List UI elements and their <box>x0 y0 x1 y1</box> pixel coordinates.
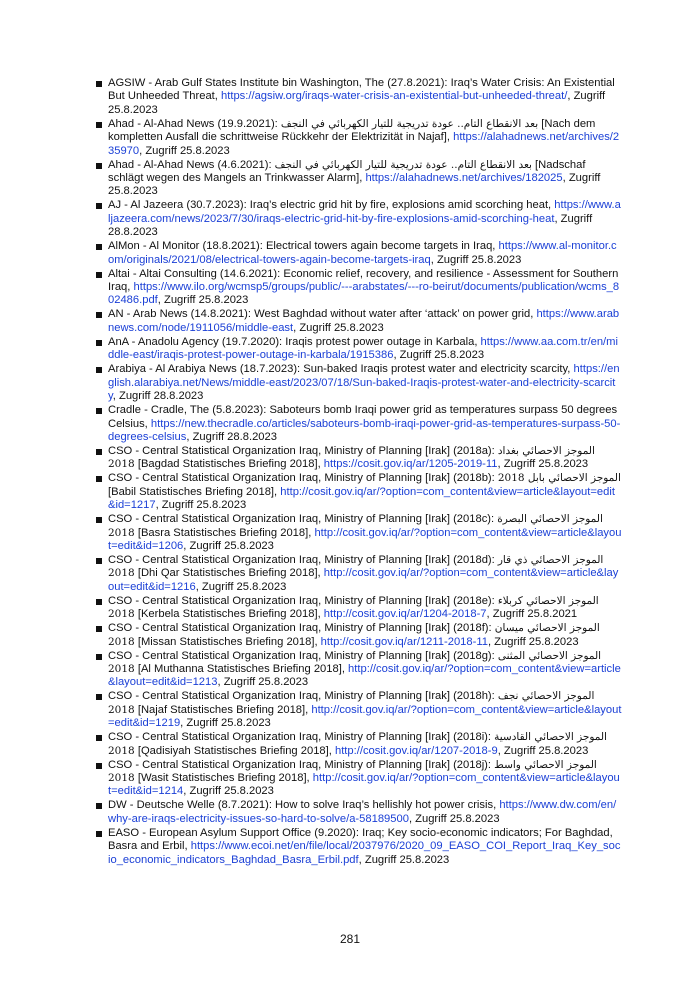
reference-text: Ahad - Al-Ahad News (19.9.2021): <box>108 117 281 130</box>
reference-text: Arabiya - Al Arabiya News (18.7.2023): Sun-baked Iraqis protest water and electricity scarcity, <box>108 363 574 376</box>
bullet-square-icon <box>96 654 102 660</box>
bullet-square-icon <box>96 122 102 128</box>
reference-entry <box>96 268 622 308</box>
bullet-square-icon <box>96 81 102 87</box>
reference-entry <box>96 650 622 690</box>
reference-entry <box>96 827 622 867</box>
bullet-square-icon <box>96 626 102 632</box>
reference-text: CSO - Central Statistical Organization Iraq, Ministry of Planning [Irak] (2018c): <box>108 513 498 526</box>
reference-entry <box>96 799 622 826</box>
reference-translation: [Wasit Statistisches Briefing 2018], <box>134 772 313 784</box>
reference-text: AJ - Al Jazeera (30.7.2023): Iraq’s electric grid hit by fire, explosions amid scorching heat, <box>108 199 555 212</box>
arabic-title: الموجز الاحصائي المثنى 2018 <box>108 649 602 675</box>
bullet-square-icon <box>96 340 102 346</box>
arabic-title: الموجز الاحصائي واسط 2018 <box>108 758 597 784</box>
reference-text: AGSIW - Arab Gulf States Institute bin Washington, The (27.8.2021): Iraq’s Water Crisis: An Existential But Unheeded Threat, <box>108 77 615 103</box>
reference-link[interactable]: http://cosit.gov.iq/ar/1204-2018-7 <box>323 608 487 621</box>
reference-translation: [Missan Statistisches Briefing 2018], <box>134 635 321 648</box>
arabic-title: الموجز الاحصائي بغداد 2018 <box>108 444 595 471</box>
arabic-title: الموجز الاحصائي ذي قار 2018 <box>108 553 604 580</box>
access-date: , Zugriff 25.8.2023 <box>217 676 309 689</box>
reference-link[interactable]: http://cosit.gov.iq/ar/?option=com_content&view=article&layout=edit&id=1206 <box>108 526 622 552</box>
access-date: , Zugriff 25.8.2023 <box>183 539 274 552</box>
reference-translation: [Dhi Qar Statistisches Briefing 2018], <box>134 567 324 580</box>
reference-text: Ahad - Al-Ahad News (4.6.2021): <box>108 158 275 171</box>
access-date: , Zugriff 25.8.2023 <box>139 144 230 157</box>
reference-link[interactable]: http://cosit.gov.iq/ar/?option=com_content&view=article&layout=edit&id=1214 <box>108 772 620 798</box>
access-date: , Zugriff 25.8.2023 <box>497 458 589 471</box>
reference-link[interactable]: http://cosit.gov.iq/ar/1207-2018-9 <box>334 744 498 757</box>
bullet-square-icon <box>96 449 102 455</box>
reference-entry <box>96 363 622 403</box>
access-date: , Zugriff 25.8.2023 <box>408 812 500 825</box>
reference-entry <box>96 159 622 199</box>
reference-link[interactable]: http://cosit.gov.iq/ar/?option=com_content&view=article&layout=edit&id=1217 <box>108 485 615 512</box>
access-date: , Zugriff 25.8.2023 <box>108 90 606 116</box>
access-date: , Zugriff 28.8.2023 <box>112 390 204 403</box>
reference-entry <box>96 336 622 363</box>
reference-link[interactable]: https://www.dw.com/en/why-are-iraqs-electricity-issues-so-hard-to-solve/a-58189500 <box>108 799 617 825</box>
reference-text: EASO - European Asylum Support Office (9.2020): Iraq; Key socio-economic indicators; For Baghdad, Basra and Erbil, <box>108 826 613 853</box>
bullet-square-icon <box>96 831 102 837</box>
reference-link[interactable]: https://www.aa.com.tr/en/middle-east/iraqis-protest-power-outage-in-karbala/1915386 <box>108 335 618 362</box>
reference-translation: [Basra Statistisches Briefing 2018], <box>134 526 315 539</box>
bullet-square-icon <box>96 803 102 809</box>
reference-text: CSO - Central Statistical Organization Iraq, Ministry of Planning [Irak] (2018e): <box>108 594 498 607</box>
bullet-square-icon <box>96 367 102 373</box>
reference-text: AN - Arab News (14.8.2021): West Baghdad without water after ‘attack’ on power grid, <box>108 308 537 321</box>
reference-text: CSO - Central Statistical Organization Iraq, Ministry of Planning [Irak] (2018d): <box>108 553 498 566</box>
reference-entry <box>96 513 622 553</box>
arabic-title: الموجز الاحصائي القادسية 2018 <box>108 731 607 757</box>
access-date: , Zugriff 25.8.2023 <box>497 744 589 757</box>
reference-text: CSO - Central Statistical Organization Iraq, Ministry of Planning [Irak] (2018g): <box>108 649 498 662</box>
reference-entry <box>96 595 622 622</box>
reference-link[interactable]: https://agsiw.org/iraqs-water-crisis-an-existential-but-unheeded-threat/ <box>221 90 568 103</box>
bullet-square-icon <box>96 558 102 564</box>
access-date: , Zugriff 25.8.2023 <box>180 717 271 730</box>
arabic-title: الموجز الاحصائي بابل 2018 <box>497 472 621 485</box>
access-date: , Zugriff 25.8.2023 <box>293 321 384 334</box>
reference-entry <box>96 199 622 239</box>
reference-translation: [Babil Statistisches Briefing 2018], <box>108 485 281 498</box>
bullet-square-icon <box>96 408 102 414</box>
reference-entry <box>96 308 622 335</box>
access-date: , Zugriff 25.8.2023 <box>430 253 522 266</box>
bullet-square-icon <box>96 694 102 700</box>
reference-link[interactable]: http://cosit.gov.iq/ar/1211-2018-11 <box>320 635 488 648</box>
bullet-square-icon <box>96 735 102 741</box>
reference-link[interactable]: https://new.thecradle.co/articles/saboteurs-bomb-iraqi-power-grid-as-temperatures-surpass-50-degrees-celsius <box>108 417 621 443</box>
reference-link[interactable]: https://www.aljazeera.com/news/2023/7/30/iraqs-electric-grid-hit-by-fire-explosions-amid-scorching-heat <box>108 199 621 225</box>
reference-translation: [Kerbela Statistisches Briefing 2018], <box>134 608 324 621</box>
reference-text: CSO - Central Statistical Organization Iraq, Ministry of Planning [Irak] (2018h): <box>108 690 498 703</box>
arabic-title: الموجز الاحصائي البصرة 2018 <box>108 513 603 539</box>
reference-entry <box>96 77 622 117</box>
bullet-square-icon <box>96 599 102 605</box>
reference-link[interactable]: http://cosit.gov.iq/ar/?option=com_content&view=article&layout=edit&id=1219 <box>108 703 622 730</box>
reference-text: DW - Deutsche Welle (8.7.2021): How to solve Iraq’s hellishly hot power crisis, <box>108 799 500 812</box>
access-date: , Zugriff 25.8.2023 <box>108 172 601 198</box>
arabic-title: الموجز الاحصائي نجف 2018 <box>108 690 595 716</box>
access-date: , Zugriff 25.8.2023 <box>393 349 485 362</box>
reference-entry <box>96 118 622 158</box>
bullet-square-icon <box>96 163 102 169</box>
access-date: , Zugriff 25.8.2023 <box>183 785 274 798</box>
arabic-title: الموجز الاحصائي ميسان 2018 <box>108 622 600 648</box>
reference-entry <box>96 472 622 512</box>
reference-text: Cradle - Cradle, The (5.8.2023): Saboteurs bomb Iraqi power grid as temperatures surpass 50 degrees Celsius, <box>108 404 618 430</box>
reference-link[interactable]: https://cosit.gov.iq/ar/1205-2019-11 <box>323 458 498 471</box>
reference-text: AnA - Anadolu Agency (19.7.2020): Iraqis protest power outage in Karbala, <box>108 335 481 348</box>
reference-text: Altai - Altai Consulting (14.6.2021): Economic relief, recovery, and resilience - Assessment for Southern Iraq, <box>108 267 619 294</box>
reference-entry <box>96 554 622 594</box>
access-date: , Zugriff 25.8.2023 <box>157 294 249 307</box>
reference-link[interactable]: https://alahadnews.net/archives/182025 <box>365 172 563 185</box>
reference-text: CSO - Central Statistical Organization Iraq, Ministry of Planning [Irak] (2018f): <box>108 622 495 635</box>
reference-entry <box>96 404 622 444</box>
reference-link[interactable]: https://english.alarabiya.net/News/middle-east/2023/07/18/Sun-baked-Iraqis-protest-water-and-electricity-scarcity <box>108 363 620 403</box>
reference-text: CSO - Central Statistical Organization Iraq, Ministry of Planning [Irak] (2018i): <box>108 731 495 744</box>
reference-translation: [Bagdad Statistisches Briefing 2018], <box>134 458 324 471</box>
reference-translation: [Nach dem kompletten Ausfall die schrittweise Rückkehr der Elektrizität in Najaf], <box>108 117 596 144</box>
reference-entry <box>96 622 622 649</box>
reference-translation: [Najaf Statistisches Briefing 2018], <box>134 703 312 716</box>
reference-entry <box>96 240 622 267</box>
access-date: , Zugriff 25.8.2023 <box>195 580 287 593</box>
reference-translation: [Nadschaf schlägt wegen des Mangels an Trinkwasser Alarm], <box>108 158 586 185</box>
page-number: 281 <box>339 932 361 946</box>
reference-translation: [Qadisiyah Statistisches Briefing 2018], <box>134 744 335 757</box>
reference-entry <box>96 731 622 758</box>
access-date: , Zugriff 25.8.2023 <box>155 499 247 512</box>
reference-link[interactable]: https://www.al-monitor.com/originals/2021/08/electrical-towers-again-become-targets-iraq <box>108 240 617 266</box>
reference-entry <box>96 690 622 730</box>
access-date: , Zugriff 28.8.2023 <box>186 430 277 443</box>
bullet-square-icon <box>96 763 102 769</box>
bullet-square-icon <box>96 476 102 482</box>
bullet-square-icon <box>96 203 102 209</box>
reference-text: CSO - Central Statistical Organization Iraq, Ministry of Planning [Irak] (2018a): <box>108 444 498 457</box>
access-date: , Zugriff 25.8.2023 <box>358 853 450 866</box>
arabic-title: الموجز الاحصائي كربلاء 2018 <box>108 594 599 621</box>
reference-link[interactable]: http://cosit.gov.iq/ar/?option=com_content&view=article&layout=edit&id=1213 <box>108 662 621 689</box>
reference-link[interactable]: https://www.arabnews.com/node/1911056/middle-east <box>108 308 620 334</box>
bullet-square-icon <box>96 517 102 523</box>
reference-text: CSO - Central Statistical Organization Iraq, Ministry of Planning [Irak] (2018j): <box>108 758 495 771</box>
bullet-square-icon <box>96 272 102 278</box>
reference-entry <box>96 759 622 799</box>
reference-link[interactable]: http://cosit.gov.iq/ar/?option=com_content&view=article&layout=edit&id=1216 <box>108 567 619 593</box>
reference-link[interactable]: https://www.ecoi.net/en/file/local/2037976/2020_09_EASO_COI_Report_Iraq_Key_socio_economic_indicators_Baghdad_Basra_Erbil.pdf <box>108 840 621 866</box>
reference-list <box>96 77 622 868</box>
reference-text: AlMon - Al Monitor (18.8.2021): Electrical towers again become targets in Iraq, <box>108 240 499 253</box>
reference-text: CSO - Central Statistical Organization Iraq, Ministry of Planning [Irak] (2018b): <box>108 472 498 485</box>
reference-translation: [Al Muthanna Statistisches Briefing 2018], <box>134 662 349 675</box>
reference-link[interactable]: https://www.ilo.org/wcmsp5/groups/public/---arabstates/---ro-beirut/documents/publication/wcms_802486.pdf <box>108 281 620 307</box>
arabic-title: بعد الانقطاع التام.. عودة تدريجية للتيار الكهربائي في النجف <box>274 158 532 171</box>
access-date: , Zugriff 25.8.2021 <box>486 608 578 621</box>
access-date: , Zugriff 28.8.2023 <box>108 212 593 239</box>
reference-link[interactable]: https://alahadnews.net/archives/235970 <box>108 131 620 157</box>
arabic-title: بعد الانقطاع التام.. عودة تدريجية للتيار الكهربائي في النجف <box>280 117 539 130</box>
bullet-square-icon <box>96 244 102 250</box>
access-date: , Zugriff 25.8.2023 <box>487 635 579 648</box>
bullet-square-icon <box>96 312 102 318</box>
reference-entry <box>96 445 622 472</box>
